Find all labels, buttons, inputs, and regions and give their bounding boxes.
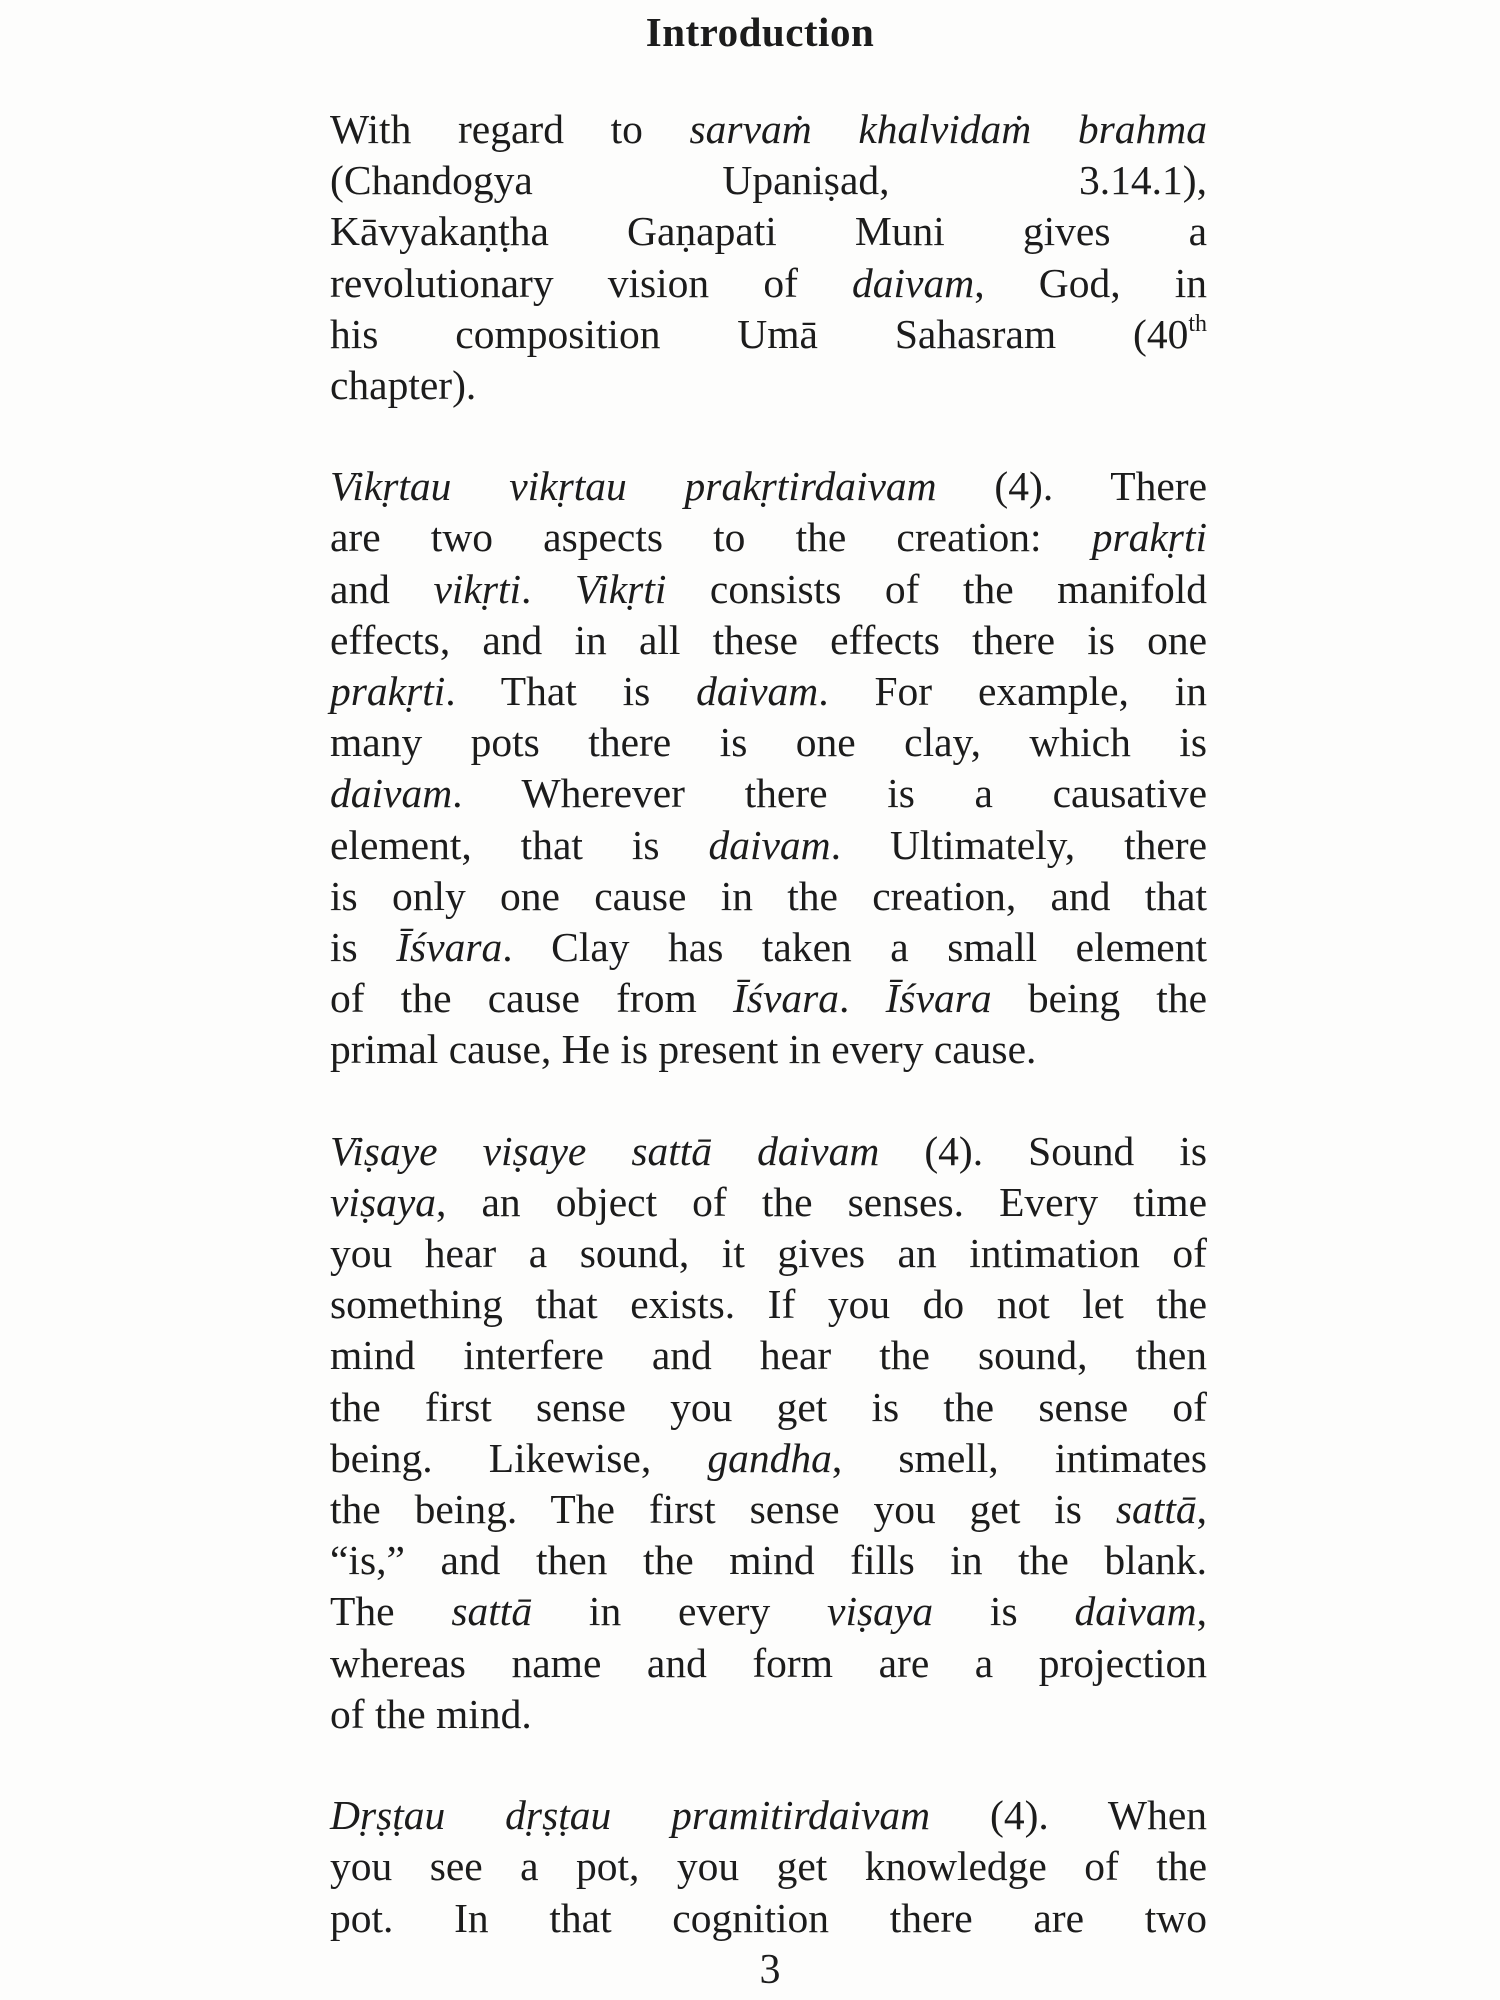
text-line — [330, 1024, 1207, 1075]
text-line — [330, 1841, 1207, 1892]
text-line — [330, 155, 1207, 206]
text-run: . Clay has taken a small element — [502, 924, 1207, 971]
italic-term: daivam — [330, 770, 453, 817]
italic-term: Viṣaye viṣaye sattā daivam — [330, 1127, 880, 1174]
text-run: is — [330, 924, 397, 971]
text-run: in every — [532, 1588, 828, 1635]
text-run: are two aspects to the creation: — [330, 514, 1092, 561]
text-line — [330, 564, 1207, 615]
text-line — [330, 1484, 1207, 1535]
text-line — [330, 512, 1207, 563]
italic-term: Vikṛti — [574, 565, 667, 612]
text-run: . For example, in — [818, 668, 1207, 715]
text-line — [330, 768, 1207, 819]
text-run: , — [1196, 1588, 1207, 1635]
italic-term: sattā — [451, 1588, 533, 1635]
text-run: Kāvyakaṇṭha Gaṇapati Muni gives a — [330, 208, 1207, 255]
italic-term: viṣaya — [330, 1178, 437, 1225]
text-run: you see a pot, you get knowledge of the — [330, 1843, 1207, 1890]
text-line — [330, 104, 1207, 155]
text-line — [330, 360, 1207, 411]
text-line — [330, 1689, 1207, 1740]
italic-term: Vikṛtau vikṛtau prakṛtirdaivam — [330, 463, 937, 510]
text-run: The — [330, 1588, 452, 1635]
text-run: whereas name and form are a projection — [330, 1639, 1207, 1686]
text-run: many pots there is one clay, which is — [330, 719, 1207, 766]
text-run: , an object of the senses. Every time — [436, 1178, 1207, 1225]
text-run: primal cause, He is present in every cause. — [330, 1026, 1037, 1073]
text-line — [330, 1382, 1207, 1433]
text-run: . Ultimately, there — [830, 821, 1208, 868]
italic-term: daivam — [852, 259, 975, 306]
italic-term: daivam — [696, 668, 819, 715]
text-line — [330, 717, 1207, 768]
italic-term: prakṛti — [1091, 514, 1207, 561]
chapter-title: Introduction — [645, 9, 875, 55]
text-run: . — [839, 975, 886, 1022]
text-line — [330, 1330, 1207, 1381]
text-line — [330, 1228, 1207, 1279]
text-run: (4). There — [936, 463, 1208, 510]
italic-term: sarvaṁ khalvidaṁ brahma — [689, 106, 1208, 152]
text-run: you hear a sound, it gives an intimation of — [330, 1230, 1207, 1277]
text-run: is only one cause in the creation, and that — [330, 872, 1207, 919]
text-run: mind interfere and hear the sound, then — [330, 1332, 1207, 1379]
paragraph — [330, 1126, 1207, 1740]
text-run: the being. The first sense you get is — [330, 1486, 1116, 1533]
text-run: “is,” and then the mind fills in the blank. — [330, 1537, 1207, 1584]
text-run: of the mind. — [330, 1690, 532, 1737]
text-line — [330, 666, 1207, 717]
text-run: (Chandogya Upaniṣad, 3.14.1), — [330, 157, 1207, 204]
text-run: his composition Umā Sahasram (40 — [330, 310, 1189, 357]
superscript: th — [1188, 310, 1207, 337]
italic-term: daivam — [1074, 1588, 1197, 1635]
paragraph — [330, 1790, 1207, 1944]
text-run: pot. In that cognition there are two — [330, 1894, 1207, 1941]
text-line — [330, 1279, 1207, 1330]
text-line — [330, 922, 1207, 973]
text-line — [330, 871, 1207, 922]
text-run: chapter). — [330, 362, 477, 409]
text-run: (4). When — [930, 1792, 1208, 1839]
text-run: is — [933, 1588, 1075, 1635]
text-run: . — [521, 565, 575, 612]
text-run: With regard to — [330, 106, 690, 152]
italic-term: Īśvara — [732, 975, 840, 1022]
text-line — [330, 1433, 1207, 1484]
italic-term: gandha — [707, 1434, 832, 1481]
text-line — [330, 258, 1207, 309]
page-number: 3 — [759, 1947, 781, 1993]
text-run: . Wherever there is a causative — [452, 770, 1207, 817]
text-line — [330, 1535, 1207, 1586]
text-run: effects, and in all these effects there is one — [330, 616, 1207, 663]
text-run: , God, in — [974, 259, 1207, 306]
paragraph — [330, 461, 1207, 1075]
italic-term: vikṛti — [433, 565, 522, 612]
text-run: . That is — [445, 668, 697, 715]
text-line — [330, 1790, 1207, 1841]
text-run: , smell, intimates — [831, 1434, 1207, 1481]
italic-term: prakṛti — [330, 668, 446, 715]
text-line — [330, 615, 1207, 666]
italic-term: viṣaya — [827, 1588, 934, 1635]
italic-term: daivam — [708, 821, 831, 868]
text-line — [330, 1638, 1207, 1689]
text-run: revolutionary vision of — [330, 259, 853, 306]
text-run: and — [330, 565, 434, 612]
italic-term: Īśvara — [396, 924, 503, 971]
text-line — [330, 973, 1207, 1024]
italic-term: Dṛṣṭau dṛṣṭau pramitirdaivam — [330, 1792, 931, 1839]
text-line — [330, 820, 1207, 871]
italic-term: sattā — [1115, 1486, 1197, 1533]
text-line — [330, 206, 1207, 257]
text-run: something that exists. If you do not let the — [330, 1281, 1207, 1328]
text-line — [330, 1893, 1207, 1944]
text-run: of the cause from — [330, 975, 733, 1022]
text-run: element, that is — [330, 821, 709, 868]
body-text — [330, 104, 1207, 1994]
text-run: , — [1196, 1486, 1207, 1533]
text-run: consists of the manifold — [666, 565, 1208, 612]
text-line — [330, 1586, 1207, 1637]
text-run: (4). Sound is — [879, 1127, 1208, 1174]
text-line — [330, 1126, 1207, 1177]
text-run: the first sense you get is the sense of — [330, 1383, 1207, 1430]
text-run: being the — [991, 975, 1207, 1022]
text-run: being. Likewise, — [330, 1434, 708, 1481]
text-line — [330, 461, 1207, 512]
italic-term: Īśvara — [885, 975, 992, 1022]
text-line — [330, 1177, 1207, 1228]
text-line — [330, 309, 1207, 360]
paragraph — [330, 104, 1207, 411]
